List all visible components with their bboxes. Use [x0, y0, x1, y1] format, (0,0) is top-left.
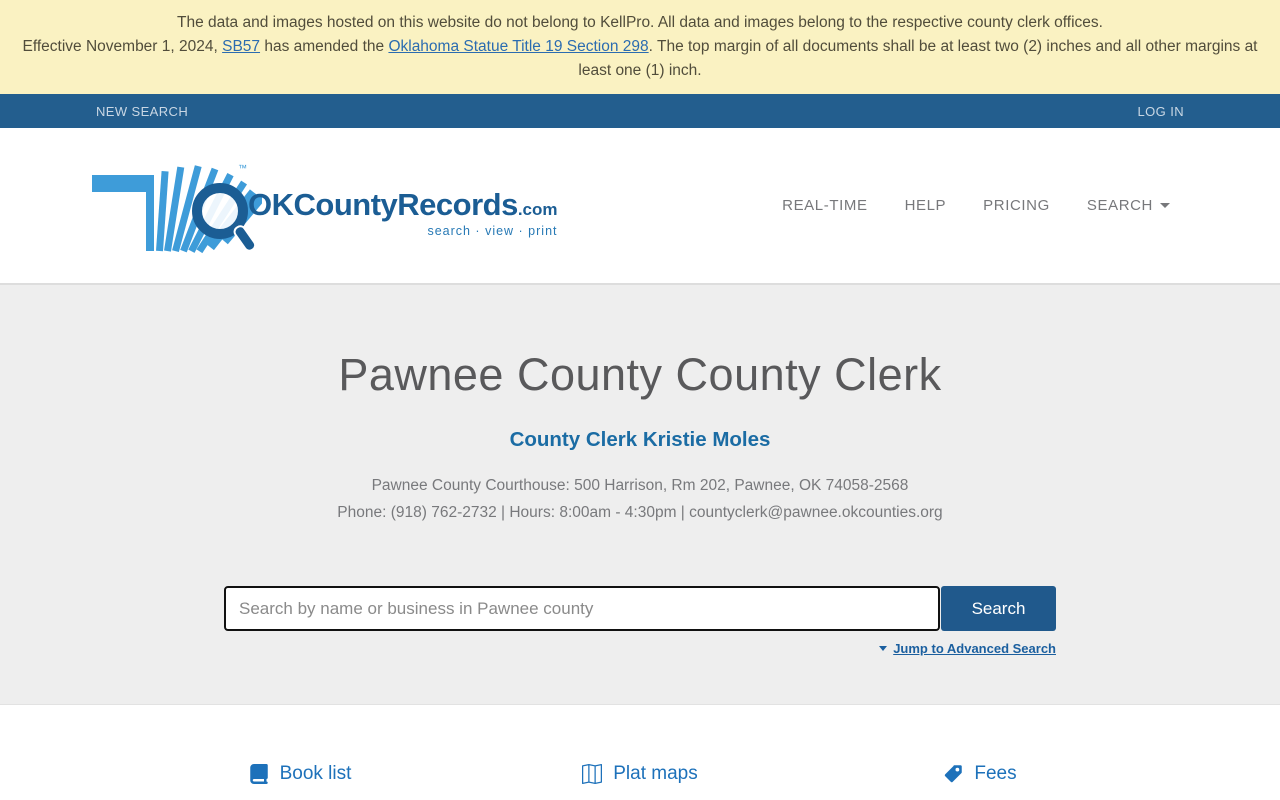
book-icon	[249, 764, 269, 784]
statute-link[interactable]: Oklahoma Statue Title 19 Section 298	[388, 38, 649, 55]
advanced-search-label: Jump to Advanced Search	[893, 641, 1056, 656]
disclaimer-line2-suffix: . The top margin of all documents shall be at least two (2) inches and all other margins at least one (1) inch.	[578, 38, 1258, 79]
advanced-search-row	[224, 638, 1056, 656]
site-header	[0, 128, 1280, 285]
book-list-link[interactable]	[249, 763, 352, 785]
search-bar	[224, 586, 1056, 631]
disclaimer-line2-prefix: Effective November 1, 2024,	[22, 38, 223, 55]
quick-links-footer	[0, 704, 1280, 798]
disclaimer-banner	[0, 0, 1280, 94]
page-title: Pawnee County County Clerk	[338, 349, 942, 400]
chevron-down-icon	[1160, 203, 1170, 208]
nav-real-time-label: REAL-TIME	[782, 197, 868, 214]
nav-help[interactable]	[905, 197, 947, 214]
plat-maps-label: Plat maps	[613, 763, 698, 784]
nav-search-dropdown[interactable]	[1087, 197, 1170, 214]
nav-real-time[interactable]	[782, 197, 867, 214]
brand-name: OKCountyRecords	[248, 187, 518, 222]
brand-tagline: search · view · print	[427, 224, 558, 238]
search-input[interactable]	[224, 586, 940, 631]
search-button[interactable]: Search	[941, 586, 1056, 631]
courthouse-address: Pawnee County Courthouse: 500 Harrison, Rm 202, Pawnee, OK 74058-2568	[371, 477, 909, 494]
book-list-label: Book list	[279, 763, 352, 784]
logo-mark-icon	[90, 155, 262, 257]
advanced-search-link[interactable]	[879, 641, 1056, 656]
top-utility-bar	[0, 94, 1280, 128]
site-logo[interactable]	[90, 155, 558, 257]
plat-maps-link[interactable]	[582, 763, 697, 785]
disclaimer-line2-mid: has amended the	[260, 38, 389, 55]
logo-text	[248, 187, 558, 238]
disclaimer-line1: The data and images hosted on this website do not belong to KellPro. All data and images belong to the respective county clerk offices.	[177, 14, 1103, 31]
nav-help-label: HELP	[904, 197, 947, 214]
nav-pricing-label: PRICING	[983, 197, 1050, 214]
fees-link[interactable]	[943, 763, 1016, 785]
tag-icon	[943, 764, 963, 784]
nav-search-label: SEARCH	[1086, 197, 1153, 214]
brand-tld: .com	[517, 200, 558, 219]
map-icon	[582, 764, 602, 784]
new-search-link[interactable]: NEW SEARCH	[96, 103, 189, 119]
sb57-link[interactable]: SB57	[222, 38, 261, 55]
county-clerk-section	[0, 285, 1280, 704]
nav-pricing[interactable]	[983, 197, 1050, 214]
trademark-symbol: ™	[238, 162, 247, 173]
log-in-link[interactable]: LOG IN	[1137, 103, 1184, 119]
main-nav	[782, 197, 1170, 214]
contact-info: Phone: (918) 762-2732 | Hours: 8:00am - 4:30pm | countyclerk@pawnee.okcounties.org	[337, 504, 943, 521]
county-clerk-name: County Clerk Kristie Moles	[509, 428, 771, 451]
caret-down-icon	[879, 646, 887, 651]
fees-label: Fees	[974, 763, 1017, 784]
